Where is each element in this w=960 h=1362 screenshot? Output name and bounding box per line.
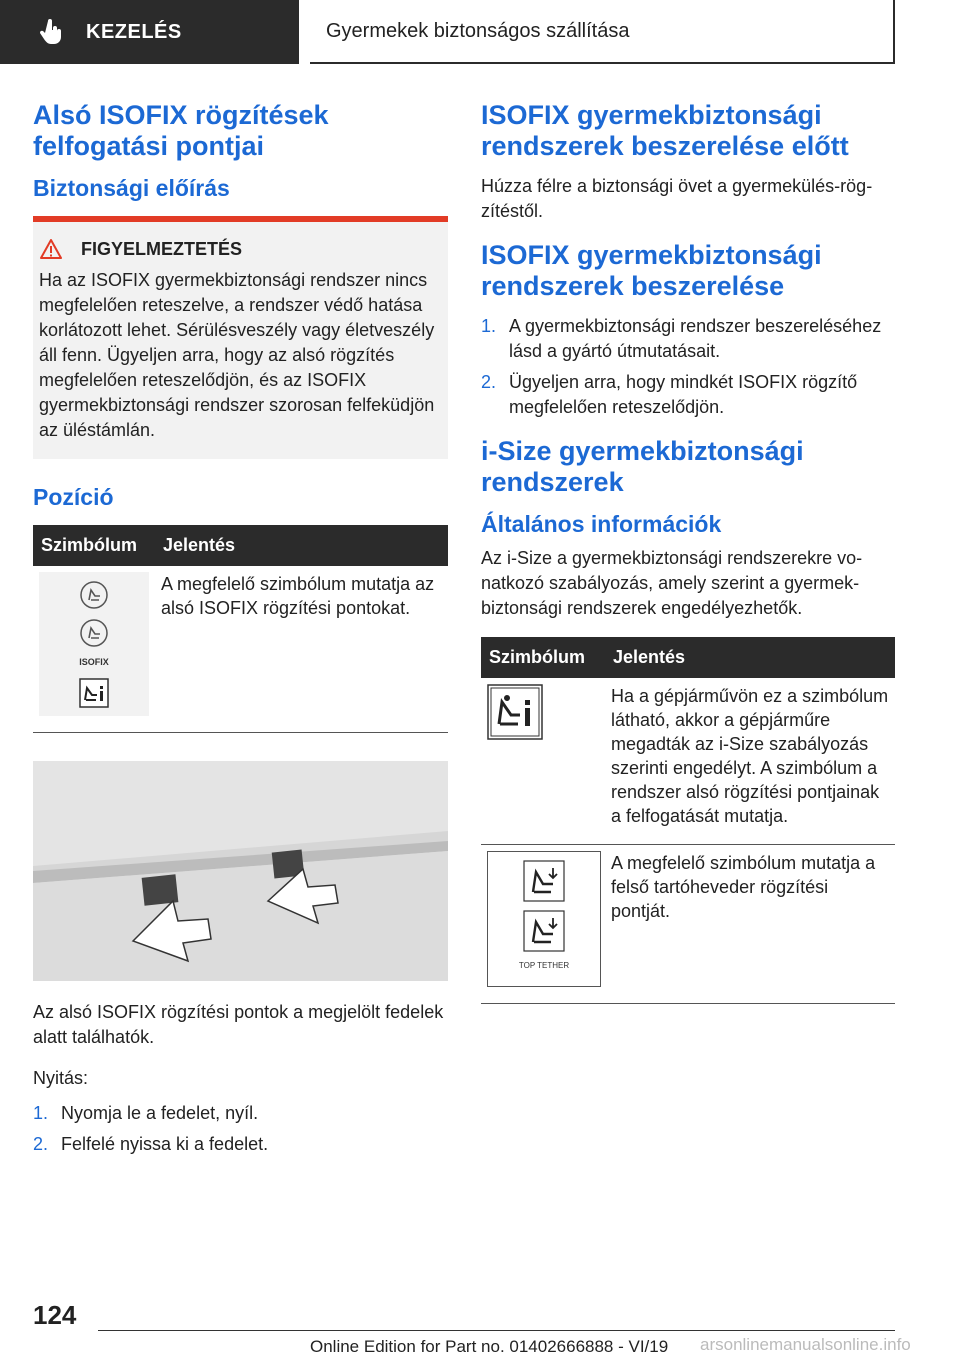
isize-square-icon xyxy=(79,678,109,708)
left-column xyxy=(33,100,448,1173)
table-row xyxy=(481,678,895,845)
left-row-text: A megfelelő szimbólum mutatja az alsó ISOFIX rögzítési pontokat. xyxy=(155,566,448,733)
position-heading: Pozíció xyxy=(33,484,114,510)
isofix-circle-icon xyxy=(79,618,109,648)
watermark: arsonlinemanualsonline.info xyxy=(700,1335,911,1354)
left-symbol-table xyxy=(33,525,448,733)
child-seat-circle-icon xyxy=(79,580,109,610)
header-chapter xyxy=(310,0,895,64)
warning-title: FIGYELMEZTETÉS xyxy=(81,238,243,259)
warning-box xyxy=(33,216,448,459)
col-symbol: Szimbólum xyxy=(33,525,155,566)
isofix-symbols xyxy=(39,572,149,716)
right-title-2: ISOFIX gyermekbiztonsági rendszerek beszerelése xyxy=(481,240,822,301)
top-tether-symbols xyxy=(487,851,601,987)
top-tether-label: TOP TETHER xyxy=(518,961,570,970)
list-item: 1. Nyomja le a fedelet, nyíl. xyxy=(33,1103,259,1123)
footer-edition: Online Edition for Part no. 01402666888 - VI/19 xyxy=(310,1337,669,1356)
isofix-cover-photo xyxy=(33,761,448,981)
right-symbol-table xyxy=(481,637,895,1004)
header-section-tab xyxy=(0,0,299,64)
list-item: 2. Felfelé nyissa ki a fedelet. xyxy=(33,1134,269,1154)
list-item: 1. A gyermekbiztonsági rendszer beszereléséhez lásd a gyártó útmutatásait. xyxy=(481,316,882,361)
right-title-1: ISOFIX gyermekbiztonsági rendszerek beszerelése előtt xyxy=(481,100,849,161)
footer-rule xyxy=(98,1330,895,1331)
safety-heading: Biztonsági előírás xyxy=(33,175,230,201)
left-title: Alsó ISOFIX rögzítések felfogatási pontjai xyxy=(33,100,329,161)
hand-pointer-icon xyxy=(38,18,66,46)
page-number: 124 xyxy=(33,1300,77,1330)
top-tether-icon xyxy=(523,860,565,902)
col-meaning: Jelentés xyxy=(155,525,448,566)
top-tether-labeled-icon xyxy=(523,910,565,952)
left-steps xyxy=(33,1101,448,1157)
col-symbol: Szimbólum xyxy=(481,637,605,678)
right-row-2-text: A megfelelő szimbólum mutatja a felső tartóheveder rögzítési pontját. xyxy=(605,845,895,1004)
warning-text: Ha az ISOFIX gyermekbiztonsági rendszer nincs megfelelően reteszelve, a rendszer védő hatása korlátozott lehet. Sérülésveszély vagy életveszély áll fenn. Ügyeljen arra, hogy az alsó rögzítés megfelelően reteszelődjön, és az ISOFIX gyermekbiztonsági rendszer szorosan felfeküdjön az üléstámlán. xyxy=(39,270,435,440)
isize-icon xyxy=(487,684,543,740)
right-title-3: i-Size gyermekbiztonsági rendszerek xyxy=(481,436,804,497)
header-section-label: KEZELÉS xyxy=(86,20,182,43)
list-item: 2. Ügyeljen arra, hogy mindkét ISOFIX rögzítő megfelelően reteszelődjön. xyxy=(481,372,858,417)
photo-caption: Az alsó ISOFIX rögzítési pontok a megjelölt fedelek alatt találhatók. xyxy=(33,1002,444,1047)
right-column xyxy=(481,100,895,1004)
general-info-heading: Általános információk xyxy=(481,511,722,537)
header-chapter-label: Gyermekek biztonságos szállítása xyxy=(326,19,630,42)
right-row-1-text: Ha a gépjárművön ez a szimbólum látható, akkor a gépjárműre megadták az i-Size szabályozás szerinti engedélyt. A szimbólum a rendszer alsó rögzítési pontjainak a felfogatását mutatja. xyxy=(605,678,895,845)
right-para-2: Az i-Size a gyermekbiztonsági rendszerekre vonatkozó szabályozás, amely szerint a gyermekbiztonsági rendszerek engedélyezhetők. xyxy=(481,548,863,618)
table-row xyxy=(33,566,448,733)
table-row xyxy=(481,845,895,1004)
opening-label: Nyitás: xyxy=(33,1068,89,1088)
col-meaning: Jelentés xyxy=(605,637,895,678)
right-steps xyxy=(481,314,895,420)
right-para-1: Húzza félre a biztonsági övet a gyermekülés-rögzítéstől. xyxy=(481,176,873,221)
warning-triangle-icon xyxy=(39,238,63,260)
isofix-label: ISOFIX xyxy=(79,657,109,667)
